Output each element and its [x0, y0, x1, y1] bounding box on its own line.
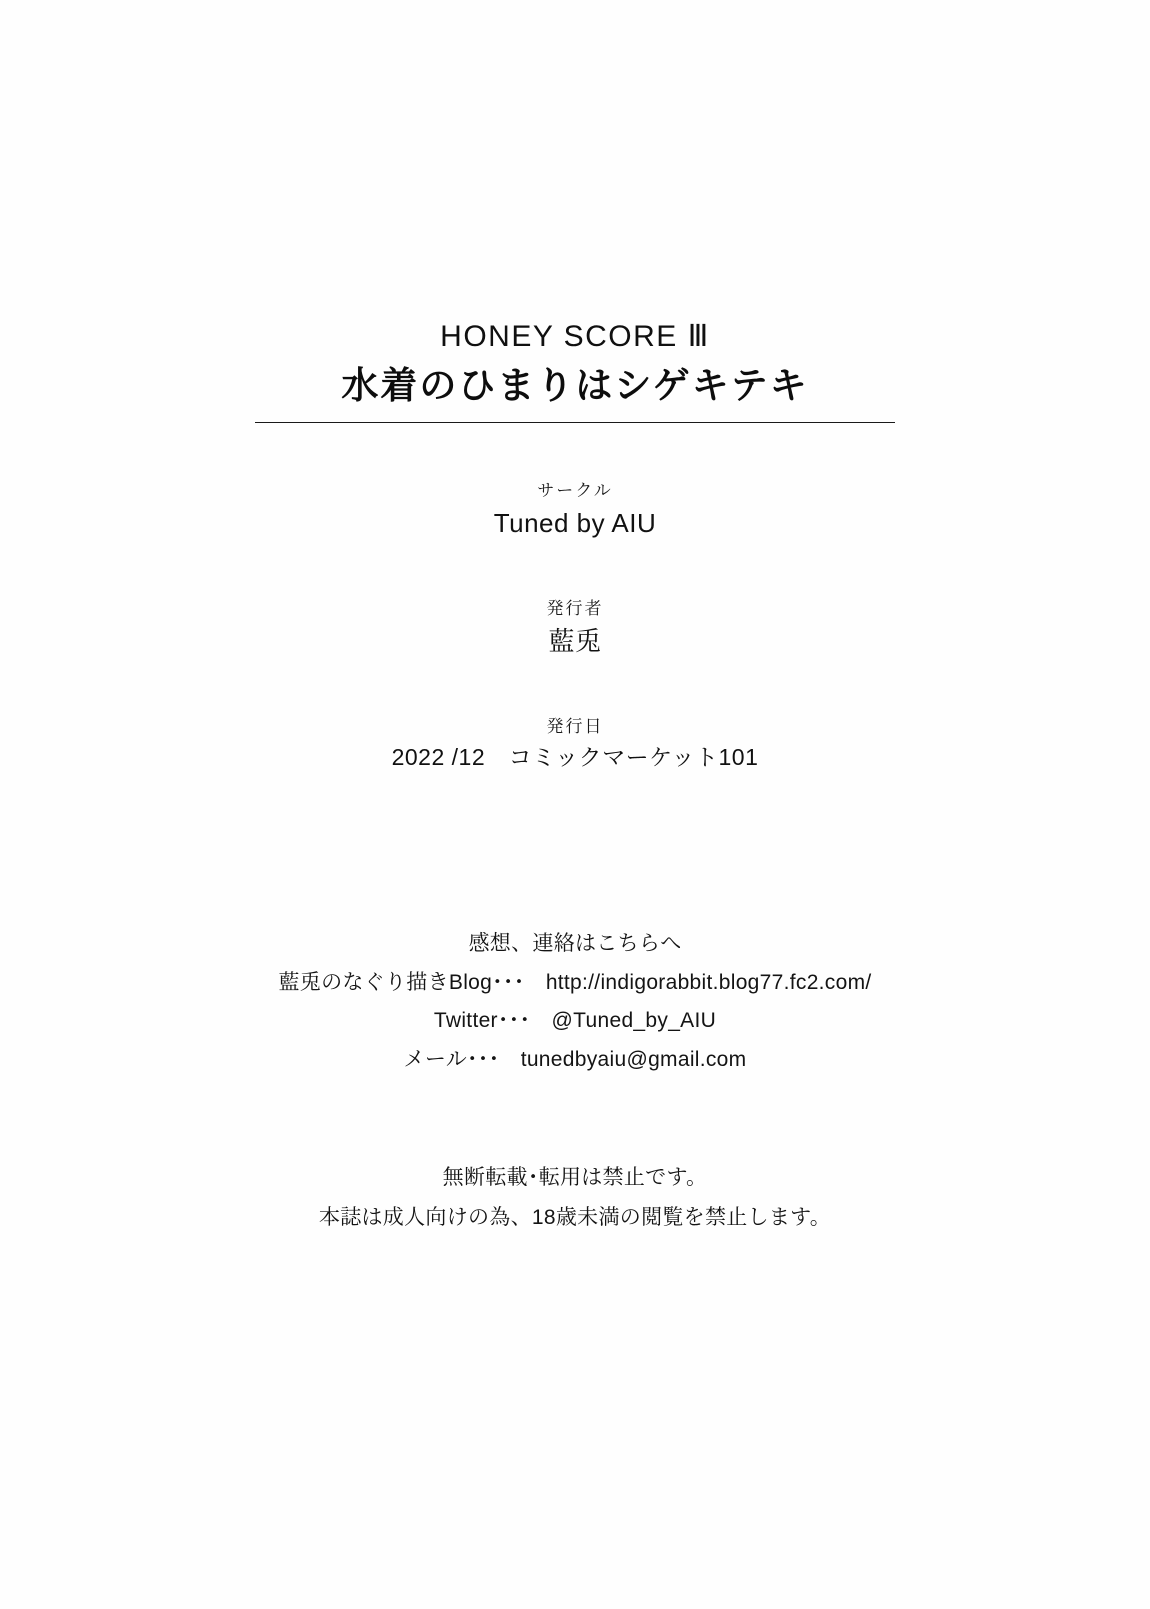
contact-blog: 藍兎のなぐり描きBlog･･･ http://indigorabbit.blog77.fc2.com/ — [278, 970, 872, 994]
contact-twitter: Twitter･･･ @Tuned_by_AIU — [433, 1009, 717, 1033]
notice-line-2: 本誌は成人向けの為、18歳未満の閲覧を禁止します。 — [318, 1205, 832, 1229]
notice-block — [0, 1158, 1150, 1238]
contact-mail: メール･･･ tunedbyaiu@gmail.com — [403, 1048, 747, 1072]
contact-block — [0, 925, 1150, 1080]
colophon-block — [0, 318, 1150, 1238]
circle-label: サークル — [537, 480, 613, 500]
title-block — [255, 318, 895, 423]
title-divider — [255, 422, 895, 423]
notice-line-1: 無断転載･転用は禁止です。 — [442, 1166, 708, 1190]
publisher-value: 藍兎 — [548, 625, 602, 656]
title-english: HONEY SCORE Ⅲ — [440, 320, 710, 353]
publisher-field — [0, 595, 1150, 661]
date-field — [0, 713, 1150, 775]
contact-heading: 感想、連絡はこちらへ — [468, 931, 682, 955]
title-japanese: 水着のひまりはシゲキテキ — [341, 364, 809, 406]
circle-field — [0, 477, 1150, 543]
date-value: 2022 /12 コミックマーケット101 — [391, 744, 759, 771]
date-label: 発行日 — [546, 716, 604, 736]
circle-value: Tuned by AIU — [493, 507, 657, 538]
publisher-label: 発行者 — [546, 598, 604, 618]
